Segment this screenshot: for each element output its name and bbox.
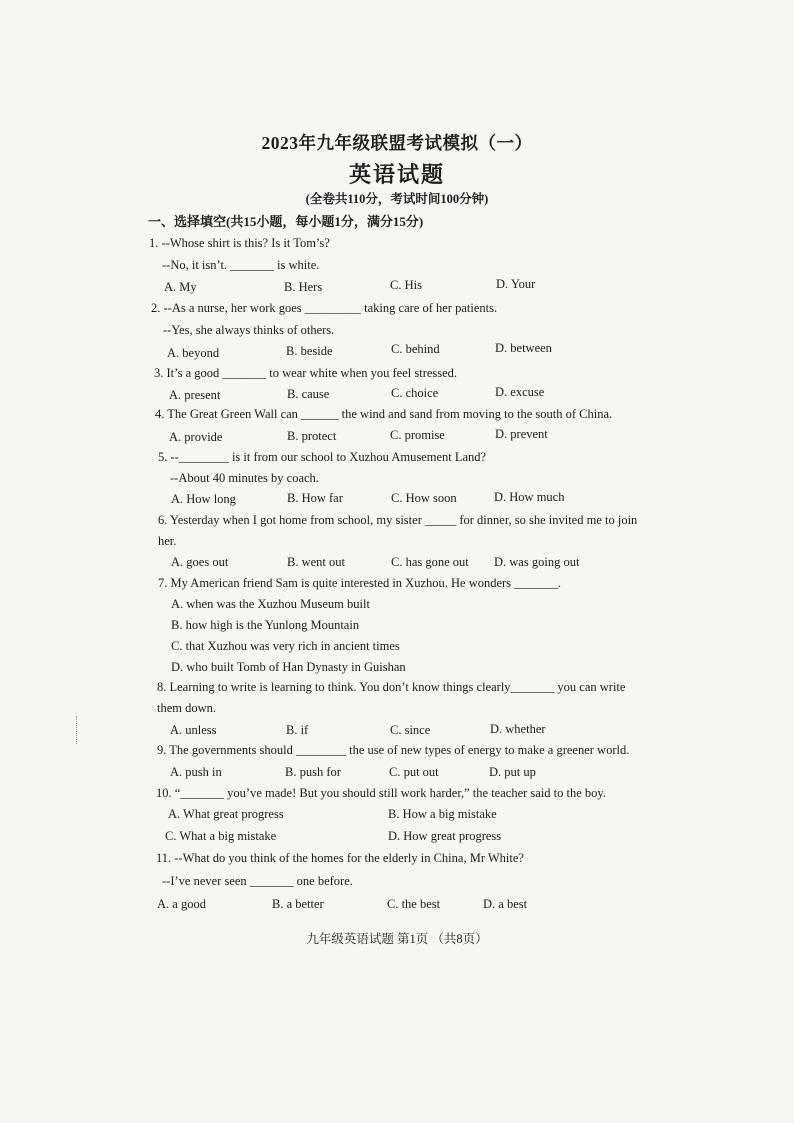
- question-7-stem: 7. My American friend Sam is quite interested in Xuzhou. He wonders _______.: [158, 576, 562, 590]
- question-11-option-a: A. a good: [157, 897, 206, 911]
- question-2-option-c: C. behind: [391, 342, 440, 356]
- question-4-option-c: C. promise: [390, 428, 445, 442]
- question-9-option-b: B. push for: [285, 765, 341, 779]
- exam-subject: 英语试题: [348, 162, 445, 187]
- question-6-option-c: C. has gone out: [391, 555, 469, 569]
- question-10-stem: 10. “_______ you’ve made! But you should still work harder,” the teacher said to the boy.: [156, 786, 606, 800]
- question-7-option-a: A. when was the Xuzhou Museum built: [171, 597, 370, 611]
- question-11-stem: 11. --What do you think of the homes for the elderly in China, Mr White?: [156, 851, 524, 865]
- question-1-option-b: B. Hers: [284, 280, 323, 294]
- question-10-option-d: D. How great progress: [388, 829, 502, 843]
- question-5-option-a: A. How long: [171, 492, 236, 506]
- question-9-option-c: C. put out: [389, 765, 439, 779]
- question-8-option-d: D. whether: [490, 722, 546, 736]
- question-1-option-d: D. Your: [496, 277, 536, 291]
- question-5-option-d: D. How much: [494, 490, 565, 504]
- question-10-option-b: B. How a big mistake: [388, 807, 497, 821]
- question-11-option-b: B. a better: [272, 897, 324, 911]
- question-1-stem: 1. --Whose shirt is this? Is it Tom’s?: [149, 236, 330, 250]
- question-2-response: --Yes, she always thinks of others.: [163, 323, 335, 337]
- question-6-option-b: B. went out: [287, 555, 345, 569]
- question-8-option-a: A. unless: [170, 723, 217, 737]
- section-title: 一、选择填空(共15小题，每小题1分，满分15分): [148, 214, 424, 229]
- question-2-stem: 2. --As a nurse, her work goes _________ taking care of her patients.: [151, 301, 498, 315]
- question-7-option-d: D. who built Tomb of Han Dynasty in Guishan: [171, 660, 406, 674]
- question-8-stem-cont: them down.: [157, 701, 217, 715]
- question-3-option-c: C. choice: [391, 386, 439, 400]
- question-11-option-d: D. a best: [483, 897, 528, 911]
- question-4-option-b: B. protect: [287, 429, 337, 443]
- scan-mark: [76, 716, 80, 744]
- question-10-option-a: A. What great progress: [168, 807, 284, 821]
- question-6-option-a: A. goes out: [171, 555, 229, 569]
- question-5-response: --About 40 minutes by coach.: [170, 471, 319, 485]
- question-5-option-c: C. How soon: [391, 491, 457, 505]
- question-5-option-b: B. How far: [287, 491, 343, 505]
- question-2-option-d: D. between: [495, 341, 552, 355]
- question-10-option-c: C. What a big mistake: [165, 829, 277, 843]
- question-3-option-b: B. cause: [287, 387, 330, 401]
- question-2-option-b: B. beside: [286, 344, 333, 358]
- question-7-option-b: B. how high is the Yunlong Mountain: [171, 618, 360, 632]
- question-7-option-c: C. that Xuzhou was very rich in ancient times: [171, 639, 400, 653]
- question-3-option-d: D. excuse: [495, 385, 545, 399]
- question-11-response: --I’ve never seen _______ one before.: [162, 874, 353, 888]
- question-4-stem: 4. The Great Green Wall can ______ the wind and sand from moving to the south of China.: [155, 407, 613, 421]
- question-1-option-c: C. His: [390, 278, 422, 292]
- page-footer: 九年级英语试题 第1页 （共8页）: [306, 932, 488, 946]
- question-6-stem-cont: her.: [158, 534, 177, 548]
- question-6-stem: 6. Yesterday when I got home from school, my sister _____ for dinner, so she invited me to join: [158, 513, 638, 527]
- question-6-option-d: D. was going out: [494, 555, 580, 569]
- question-5-stem: 5. --________ is it from our school to Xuzhou Amusement Land?: [158, 450, 487, 464]
- question-9-stem: 9. The governments should ________ the use of new types of energy to make a greener world.: [157, 743, 630, 757]
- question-11-option-c: C. the best: [387, 897, 441, 911]
- question-4-option-d: D. prevent: [495, 427, 548, 441]
- question-8-option-c: C. since: [390, 723, 431, 737]
- question-4-option-a: A. provide: [169, 430, 223, 444]
- question-3-stem: 3. It’s a good _______ to wear white when you feel stressed.: [154, 366, 458, 380]
- question-1-response: --No, it isn’t. _______ is white.: [162, 258, 320, 272]
- question-8-stem: 8. Learning to write is learning to think. You don’t know things clearly_______ you can write: [157, 680, 626, 694]
- question-9-option-a: A. push in: [170, 765, 222, 779]
- question-1-option-a: A. My: [164, 280, 197, 294]
- exam-title: 2023年九年级联盟考试模拟（一）: [261, 133, 533, 153]
- question-8-option-b: B. if: [286, 723, 309, 737]
- exam-info: (全卷共110分，考试时间100分钟): [305, 192, 489, 206]
- question-3-option-a: A. present: [169, 388, 221, 402]
- question-2-option-a: A. beyond: [167, 346, 220, 360]
- question-9-option-d: D. put up: [489, 765, 536, 779]
